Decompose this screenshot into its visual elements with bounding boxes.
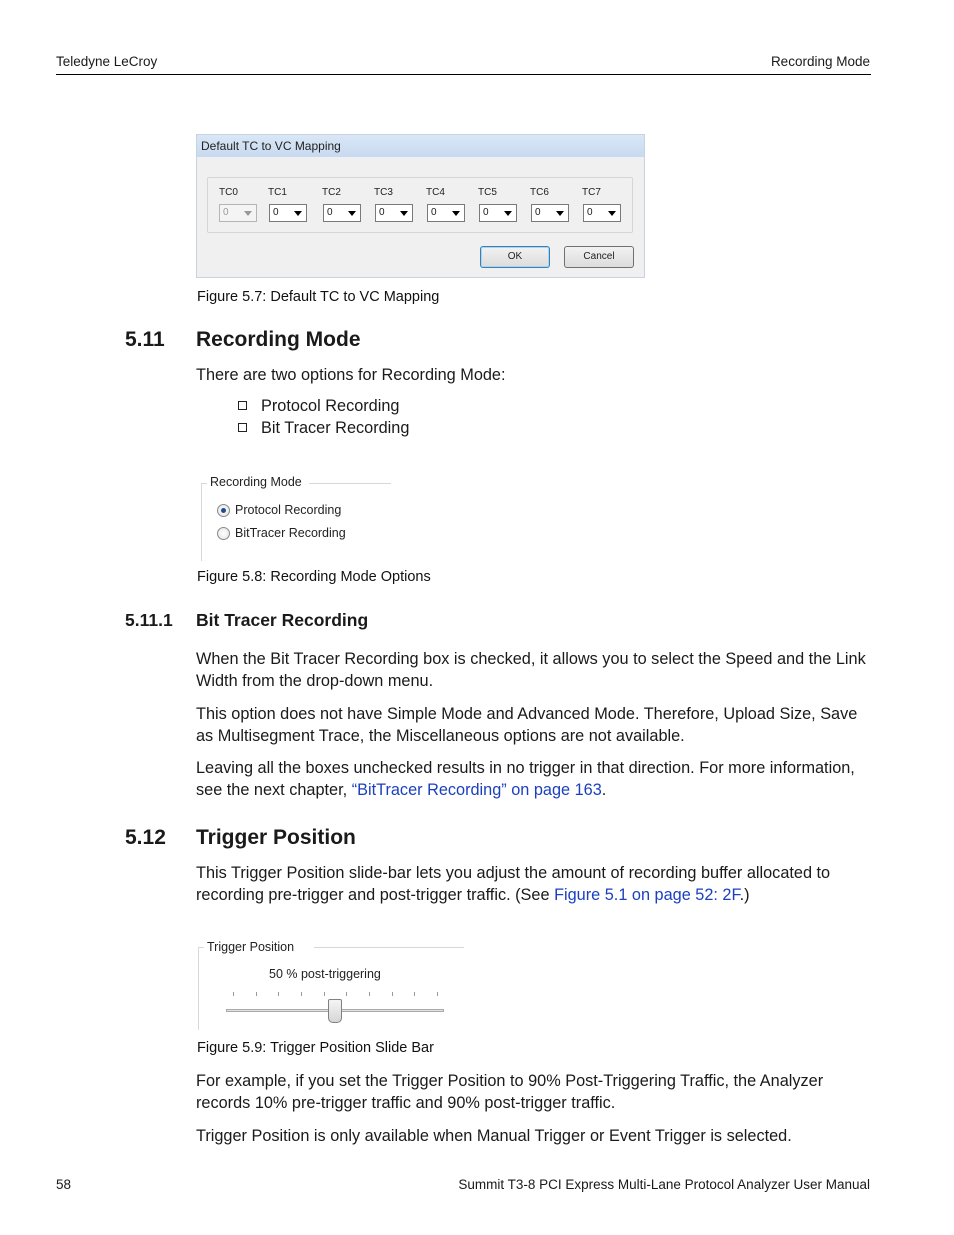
- slider-tick: [392, 992, 393, 996]
- chevron-down-icon: [452, 211, 460, 216]
- tc1-value: 0: [273, 207, 279, 218]
- group-border: [201, 483, 202, 561]
- page-number: 58: [56, 1177, 72, 1192]
- figure-5-9-caption: Figure 5.9: Trigger Position Slide Bar: [197, 1040, 434, 1056]
- group-border: [198, 947, 199, 1030]
- tc6-select[interactable]: [531, 204, 569, 222]
- subsection-number: 5.11.1: [125, 610, 173, 630]
- slider-tick: [369, 992, 370, 996]
- chevron-down-icon: [556, 211, 564, 216]
- slider-tick: [278, 992, 279, 996]
- paragraph: [196, 757, 876, 801]
- tc0-select: [219, 204, 257, 222]
- slider-tick: [324, 992, 325, 996]
- header-left: Teledyne LeCroy: [56, 54, 158, 69]
- list-item-label: Protocol Recording: [261, 397, 400, 415]
- tc-vc-mapping-dialog: [196, 134, 645, 278]
- tc0-label: TC0: [219, 187, 238, 198]
- bittracer-recording-radio[interactable]: [217, 527, 230, 540]
- tc4-select[interactable]: [427, 204, 465, 222]
- trigger-position-readout: 50 % post-triggering: [269, 967, 381, 981]
- tc1-label: TC1: [268, 187, 287, 198]
- slider-tick: [437, 992, 438, 996]
- protocol-recording-label[interactable]: Protocol Recording: [235, 503, 342, 517]
- slider-tick: [233, 992, 234, 996]
- figure-5-8-caption: Figure 5.8: Recording Mode Options: [197, 569, 431, 585]
- chevron-down-icon: [504, 211, 512, 216]
- tc2-label: TC2: [322, 187, 341, 198]
- chevron-down-icon: [294, 211, 302, 216]
- tc3-value: 0: [379, 207, 385, 218]
- chevron-down-icon: [348, 211, 356, 216]
- slider-tick: [256, 992, 257, 996]
- paragraph-text: .: [601, 781, 607, 799]
- tc6-value: 0: [535, 207, 541, 218]
- paragraph-text: .): [739, 886, 750, 904]
- bittracer-recording-link[interactable]: “BitTracer Recording” on page 163: [351, 781, 602, 799]
- tc0-value: 0: [223, 207, 229, 218]
- chevron-down-icon: [608, 211, 616, 216]
- paragraph: [196, 862, 876, 906]
- tc3-select[interactable]: [375, 204, 413, 222]
- header-rule: [56, 74, 871, 75]
- checkbox-bullet-icon: [238, 401, 247, 410]
- slider-tick: [346, 992, 347, 996]
- tc3-label: TC3: [374, 187, 393, 198]
- list-item: [238, 419, 409, 438]
- paragraph-text: This Trigger Position slide-bar lets you adjust the amount of recording buffer allocated to recording pre-trigger and post-trigger traffic. (See: [196, 864, 831, 904]
- tc5-value: 0: [483, 207, 489, 218]
- bittracer-recording-label[interactable]: BitTracer Recording: [235, 526, 346, 540]
- group-border: [314, 947, 464, 948]
- protocol-recording-radio[interactable]: [217, 504, 230, 517]
- paragraph: For example, if you set the Trigger Position to 90% Post-Triggering Traffic, the Analyzer records 10% pre-trigger traffic and 90% post-trigger traffic.: [196, 1072, 824, 1112]
- paragraph: Trigger Position is only available when Manual Trigger or Event Trigger is selected.: [196, 1127, 792, 1145]
- paragraph: This option does not have Simple Mode and Advanced Mode. Therefore, Upload Size, Save as Multisegment Trace, the Miscellaneous options are not available.: [196, 705, 858, 745]
- paragraph: When the Bit Tracer Recording box is checked, it allows you to select the Speed and the Link Width from the drop-down menu.: [196, 650, 866, 690]
- tc7-label: TC7: [582, 187, 601, 198]
- chevron-down-icon: [244, 211, 252, 216]
- tc1-select[interactable]: [269, 204, 307, 222]
- header-right: Recording Mode: [770, 54, 870, 69]
- subsection-title: Bit Tracer Recording: [196, 610, 369, 630]
- figure-5-1-link[interactable]: Figure 5.1 on page 52: 2F: [554, 886, 740, 904]
- tc5-select[interactable]: [479, 204, 517, 222]
- tc4-value: 0: [431, 207, 437, 218]
- trigger-position-legend: Trigger Position: [207, 940, 295, 954]
- tc7-select[interactable]: [583, 204, 621, 222]
- chevron-down-icon: [400, 211, 408, 216]
- tc7-value: 0: [587, 207, 593, 218]
- figure-5-7-caption: Figure 5.7: Default TC to VC Mapping: [197, 289, 440, 305]
- section-title: Trigger Position: [196, 826, 356, 849]
- ok-button[interactable]: OK: [480, 246, 550, 268]
- checkbox-bullet-icon: [238, 423, 247, 432]
- trigger-position-slider-thumb[interactable]: [328, 999, 342, 1023]
- list-item-label: Bit Tracer Recording: [261, 419, 410, 437]
- section-number: 5.12: [125, 826, 166, 849]
- tc2-value: 0: [327, 207, 333, 218]
- slider-tick: [414, 992, 415, 996]
- list-item: [238, 397, 399, 416]
- paragraph: There are two options for Recording Mode:: [196, 366, 506, 384]
- group-border: [309, 483, 391, 484]
- tc4-label: TC4: [426, 187, 445, 198]
- slider-tick: [301, 992, 302, 996]
- paragraph-text: Leaving all the boxes unchecked results in no trigger in that direction. For more information, see the next chapter,: [196, 759, 855, 799]
- tc5-label: TC5: [478, 187, 497, 198]
- section-title: Recording Mode: [196, 328, 361, 351]
- cancel-button[interactable]: Cancel: [564, 246, 634, 268]
- section-number: 5.11: [125, 328, 165, 351]
- footer-title: Summit T3-8 PCI Express Multi-Lane Protocol Analyzer User Manual: [458, 1177, 870, 1192]
- tc6-label: TC6: [530, 187, 549, 198]
- tc2-select[interactable]: [323, 204, 361, 222]
- recording-mode-legend: Recording Mode: [210, 475, 302, 489]
- dialog-title: Default TC to VC Mapping: [197, 135, 644, 157]
